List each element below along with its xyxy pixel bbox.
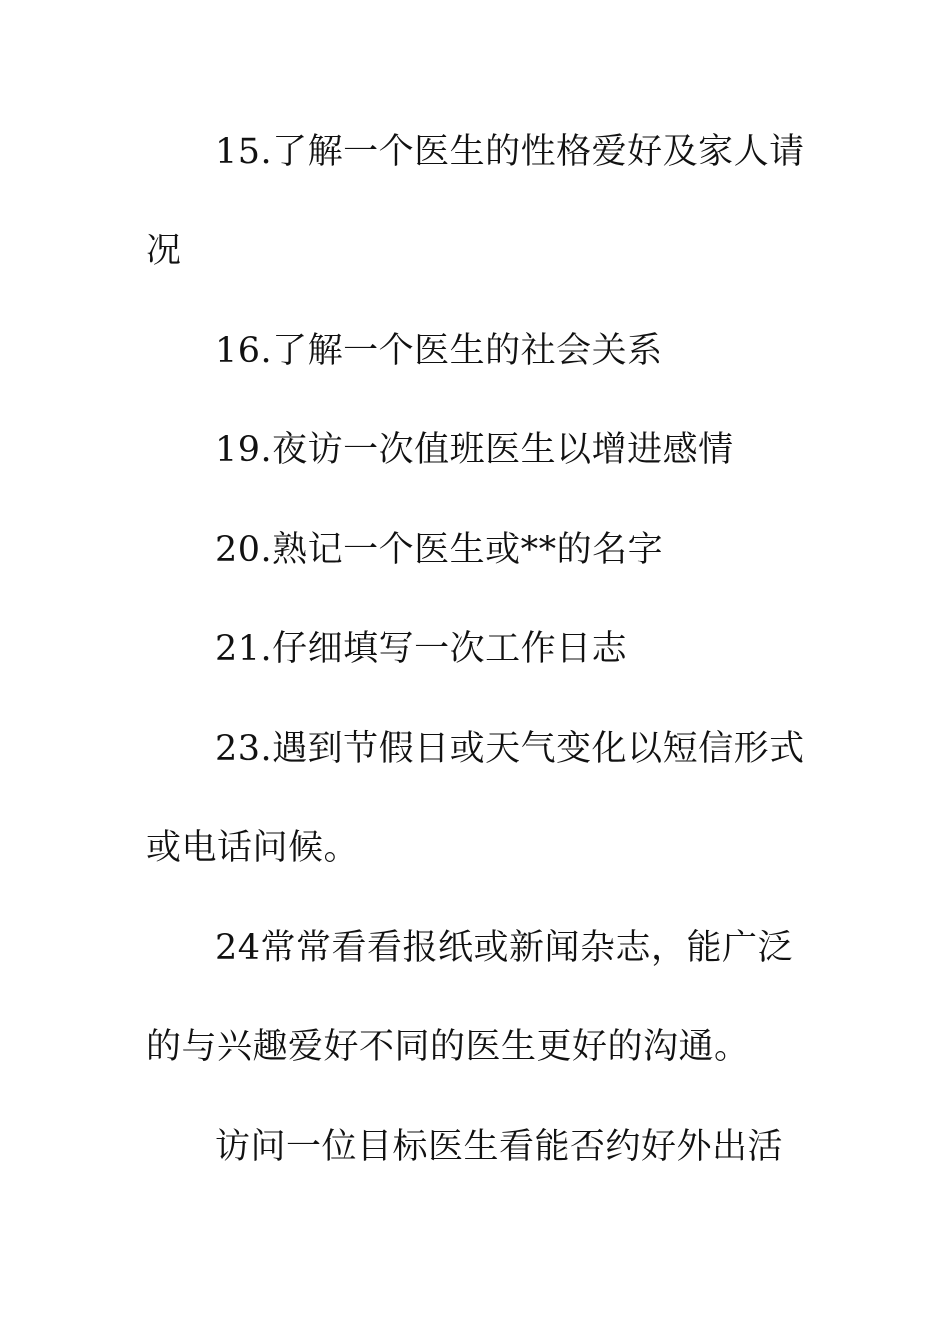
text-line: 15.了解一个医生的性格爱好及家人请: [215, 132, 805, 172]
text-line: 访问一位目标医生看能否约好外出活: [215, 1127, 784, 1167]
text-line: 16.了解一个医生的社会关系: [215, 331, 663, 371]
text-line: 24常常看看报纸或新闻杂志，能广泛: [215, 928, 794, 968]
text-line: 19.夜访一次值班医生以增进感情: [215, 430, 734, 470]
text-line: 21.仔细填写一次工作日志: [215, 629, 628, 669]
text-line: 20.熟记一个医生或**的名字: [215, 530, 664, 570]
text-line: 的与兴趣爱好不同的医生更好的沟通。: [146, 1027, 750, 1067]
text-line: 况: [146, 231, 182, 271]
text-line: 23.遇到节假日或天气变化以短信形式: [215, 729, 805, 769]
text-line: 或电话问候。: [146, 828, 360, 868]
